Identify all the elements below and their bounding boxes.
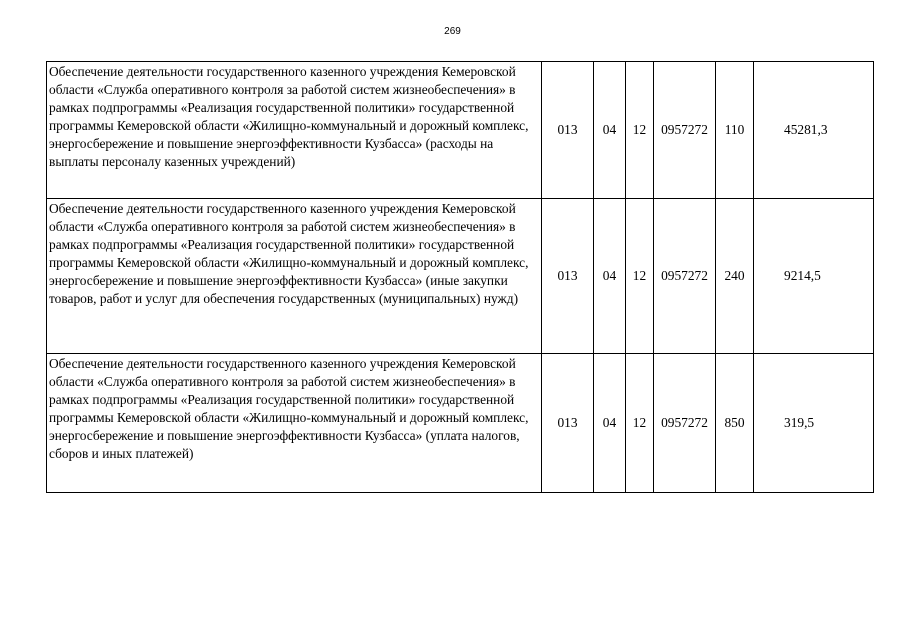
row-description: Обеспечение деятельности государственного казенного учреждения Кемеровской области «Служба оперативного контроля за работой систем жизнеобеспечения» в рамках подпрограммы «Реализация государственной политики» государственной программы Кемеровской области «Жилищно-коммунальный и дорожный комплекс, энергосбережение и повышение энергоэффективности Кузбасса» (расходы на выплаты персоналу казенных учреждений)	[47, 62, 542, 199]
target-article-code: 0957272	[654, 199, 716, 354]
target-article-code: 0957272	[654, 62, 716, 199]
section-code: 04	[594, 354, 626, 493]
section-code: 04	[594, 62, 626, 199]
row-description: Обеспечение деятельности государственного казенного учреждения Кемеровской области «Служба оперативного контроля за работой систем жизнеобеспечения» в рамках подпрограммы «Реализация государственной политики» государственной программы Кемеровской области «Жилищно-коммунальный и дорожный комплекс, энергосбережение и повышение энергоэффективности Кузбасса» (уплата налогов, сборов и иных платежей)	[47, 354, 542, 493]
subsection-code: 12	[626, 62, 654, 199]
section-code: 04	[594, 199, 626, 354]
subsection-code: 12	[626, 199, 654, 354]
page-number: 269	[444, 26, 461, 37]
expense-type-code: 240	[716, 199, 754, 354]
target-article-code: 0957272	[654, 354, 716, 493]
ministry-code: 013	[542, 354, 594, 493]
table-row	[47, 354, 874, 493]
table-row	[47, 62, 874, 199]
subsection-code: 12	[626, 354, 654, 493]
expense-type-code: 850	[716, 354, 754, 493]
expense-type-code: 110	[716, 62, 754, 199]
row-description: Обеспечение деятельности государственного казенного учреждения Кемеровской области «Служба оперативного контроля за работой систем жизнеобеспечения» в рамках подпрограммы «Реализация государственной политики» государственной программы Кемеровской области «Жилищно-коммунальный и дорожный комплекс, энергосбережение и повышение энергоэффективности Кузбасса» (иные закупки товаров, работ и услуг для обеспечения государственных (муниципальных) нужд)	[47, 199, 542, 354]
ministry-code: 013	[542, 62, 594, 199]
amount-value: 319,5	[754, 354, 874, 493]
budget-table	[46, 61, 874, 493]
ministry-code: 013	[542, 199, 594, 354]
amount-value: 9214,5	[754, 199, 874, 354]
table-row	[47, 199, 874, 354]
amount-value: 45281,3	[754, 62, 874, 199]
